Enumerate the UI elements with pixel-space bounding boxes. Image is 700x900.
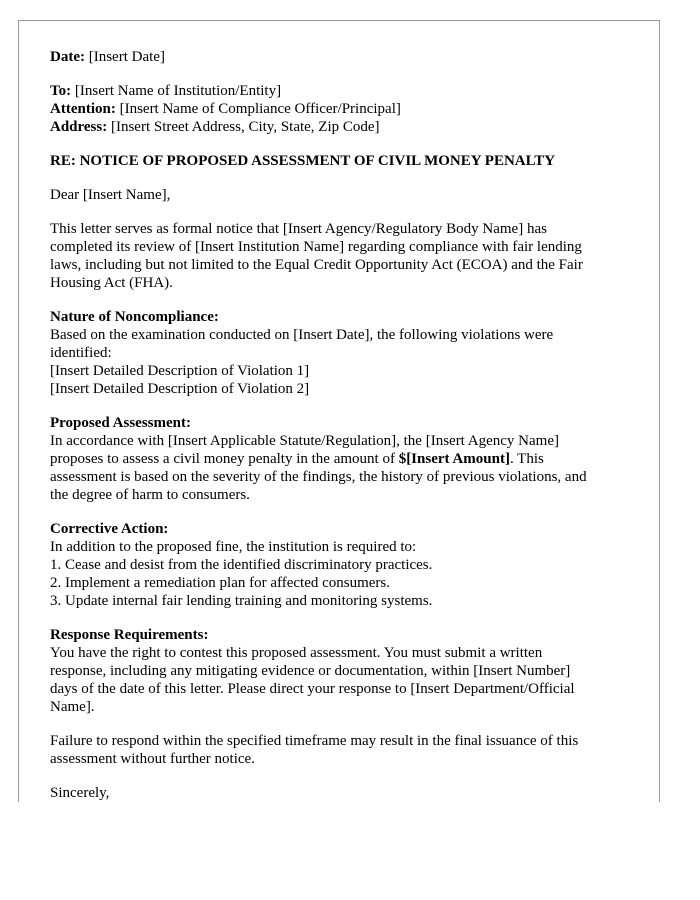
assessment-line: [50, 450, 630, 468]
date-value: [Insert Date]: [84, 49, 165, 65]
closing: Sincerely,: [50, 785, 110, 801]
response-line: response, including any mitigating evidence or documentation, within [Insert Number]: [50, 663, 571, 679]
subject-text: RE: NOTICE OF PROPOSED ASSESSMENT OF CIVIL MONEY PENALTY: [50, 153, 556, 169]
to-line: [50, 82, 630, 100]
assessment-heading: Proposed Assessment:: [50, 415, 191, 431]
letter-body: [50, 48, 630, 818]
assessment-text: proposes to assess a civil money penalty in the amount of: [50, 451, 399, 467]
penalty-amount: $[Insert Amount]: [398, 451, 510, 467]
noncompliance-line: Based on the examination conducted on [Insert Date], the following violations were: [50, 327, 554, 343]
response-line: Name].: [50, 699, 95, 715]
corrective-intro: In addition to the proposed fine, the institution is required to:: [50, 539, 417, 555]
address-value: [Insert Street Address, City, State, Zip Code]: [107, 119, 380, 135]
attention-value: [Insert Name of Compliance Officer/Principal]: [115, 101, 401, 117]
assessment-line: assessment is based on the severity of the findings, the history of previous violations, and: [50, 469, 587, 485]
noncompliance-heading: Nature of Noncompliance:: [50, 309, 219, 325]
attention-line: [50, 100, 630, 118]
corrective-item: 3. Update internal fair lending training and monitoring systems.: [50, 593, 433, 609]
address-label: Address:: [50, 119, 108, 135]
intro-line: laws, including but not limited to the Equal Credit Opportunity Act (ECOA) and the Fair: [50, 257, 583, 273]
violation-item: [Insert Detailed Description of Violation 1]: [50, 363, 310, 379]
intro-line: This letter serves as formal notice that [Insert Agency/Regulatory Body Name] has: [50, 221, 547, 237]
assessment-text: . This: [509, 451, 544, 467]
salutation: Dear [Insert Name],: [50, 187, 171, 203]
failure-line: assessment without further notice.: [50, 751, 255, 767]
recipient-block: [50, 82, 630, 136]
noncompliance-line: identified:: [50, 345, 112, 361]
attention-label: Attention:: [50, 101, 116, 117]
response-section: [50, 626, 630, 716]
violation-item: [Insert Detailed Description of Violation 2]: [50, 381, 310, 397]
date-line: [50, 48, 630, 66]
corrective-item: 2. Implement a remediation plan for affected consumers.: [50, 575, 391, 591]
assessment-line: In accordance with [Insert Applicable Statute/Regulation], the [Insert Agency Name]: [50, 433, 559, 449]
corrective-heading: Corrective Action:: [50, 521, 169, 537]
address-line: [50, 118, 630, 136]
response-line: days of the date of this letter. Please direct your response to [Insert Department/Official: [50, 681, 575, 697]
letter-page: [18, 20, 660, 802]
to-label: To:: [50, 83, 72, 99]
corrective-item: 1. Cease and desist from the identified discriminatory practices.: [50, 557, 433, 573]
corrective-section: [50, 520, 630, 610]
response-line: You have the right to contest this proposed assessment. You must submit a written: [50, 645, 543, 661]
to-value: [Insert Name of Institution/Entity]: [71, 83, 282, 99]
date-label: Date:: [50, 49, 85, 65]
failure-paragraph: [50, 732, 630, 768]
intro-paragraph: [50, 220, 630, 292]
subject-line: [50, 152, 630, 170]
assessment-line: the degree of harm to consumers.: [50, 487, 250, 503]
response-heading: Response Requirements:: [50, 627, 209, 643]
failure-line: Failure to respond within the specified timeframe may result in the final issuance of this: [50, 733, 579, 749]
intro-line: completed its review of [Insert Institution Name] regarding compliance with fair lending: [50, 239, 582, 255]
intro-line: Housing Act (FHA).: [50, 275, 173, 291]
assessment-section: [50, 414, 630, 504]
noncompliance-section: [50, 308, 630, 398]
